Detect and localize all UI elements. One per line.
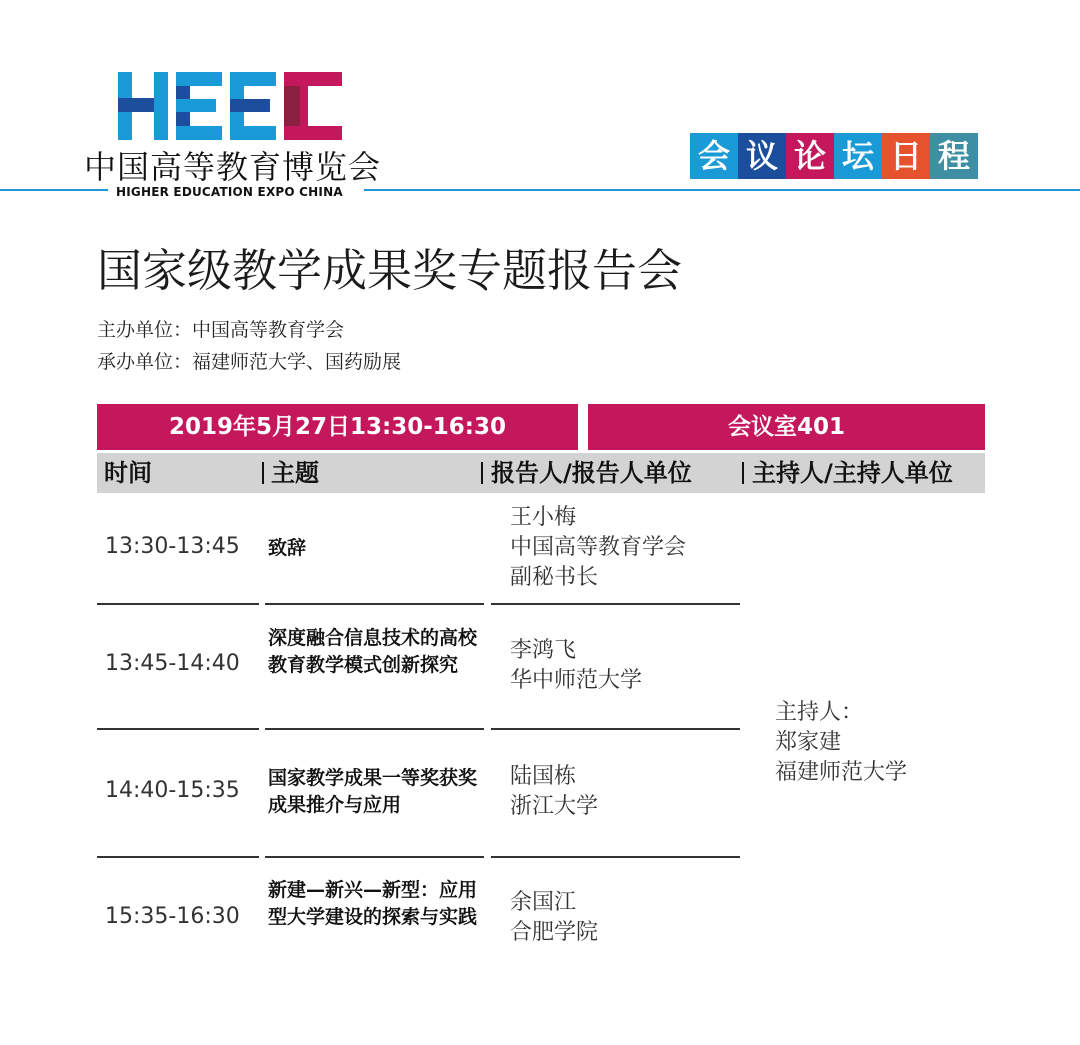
session-datetime-bar: 2019年5月27日13:30-16:30 [97,404,578,450]
row-topic: 深度融合信息技术的高校教育教学模式创新探究 [268,627,478,676]
column-separator [262,462,264,484]
schedule-badge [690,133,978,179]
host-unit: 主办单位：中国高等教育学会 [97,319,345,341]
moderator-name: 郑家建 [775,730,842,755]
badge-char: 日 [882,133,930,179]
row-divider [265,728,484,730]
row-topic: 致辞 [268,537,307,559]
row-divider [491,603,740,605]
column-separator [481,462,483,484]
speaker-title: 副秘书长 [510,565,599,590]
badge-char: 程 [930,133,978,179]
column-header-time: 时间 [104,459,152,487]
speaker-affiliation: 中国高等教育学会 [510,535,687,560]
row-divider [491,728,740,730]
row-time: 14:40-15:35 [105,778,240,803]
speaker-name: 余国江 [510,890,577,915]
moderator-affiliation: 福建师范大学 [775,760,908,785]
speaker-affiliation: 浙江大学 [510,794,599,819]
speaker-name: 王小梅 [510,505,577,530]
logo-name-cn: 中国高等教育博览会 [84,148,382,186]
row-time: 13:45-14:40 [105,651,240,676]
row-time: 15:35-16:30 [105,904,240,929]
row-topic: 国家教学成果一等奖获奖成果推介与应用 [268,767,478,816]
badge-char: 论 [786,133,834,179]
header-divider-left [0,189,108,191]
badge-char: 议 [738,133,786,179]
logo-name-en: HIGHER EDUCATION EXPO CHINA [116,185,343,199]
speaker-name: 陆国栋 [510,764,577,789]
row-topic: 新建—新兴—新型：应用型大学建设的探索与实践 [268,879,478,928]
speaker-name: 李鸿飞 [510,638,577,663]
badge-char: 会 [690,133,738,179]
row-speaker [510,636,642,696]
moderator-block [775,698,907,788]
row-divider [265,856,484,858]
moderator-label: 主持人： [775,700,864,725]
column-header-topic: 主题 [271,459,319,487]
row-divider [97,856,259,858]
column-header-moderator: 主持人/主持人单位 [752,459,953,487]
page-title: 国家级教学成果奖专题报告会 [97,244,683,297]
row-time: 13:30-13:45 [105,534,240,559]
organizer-unit: 承办单位：福建师范大学、国药励展 [97,351,402,373]
row-divider [265,603,484,605]
heec-logo-icon [118,72,342,140]
speaker-affiliation: 合肥学院 [510,920,599,945]
row-divider [97,728,259,730]
row-speaker [510,888,598,948]
row-speaker [510,503,686,593]
column-separator [742,462,744,484]
table-header [97,453,985,493]
session-room-bar: 会议室401 [588,404,985,450]
column-header-speaker: 报告人/报告人单位 [491,459,692,487]
speaker-affiliation: 华中师范大学 [510,668,643,693]
row-divider [491,856,740,858]
row-divider [97,603,259,605]
row-speaker [510,762,598,822]
badge-char: 坛 [834,133,882,179]
header-divider-right [364,189,1080,191]
